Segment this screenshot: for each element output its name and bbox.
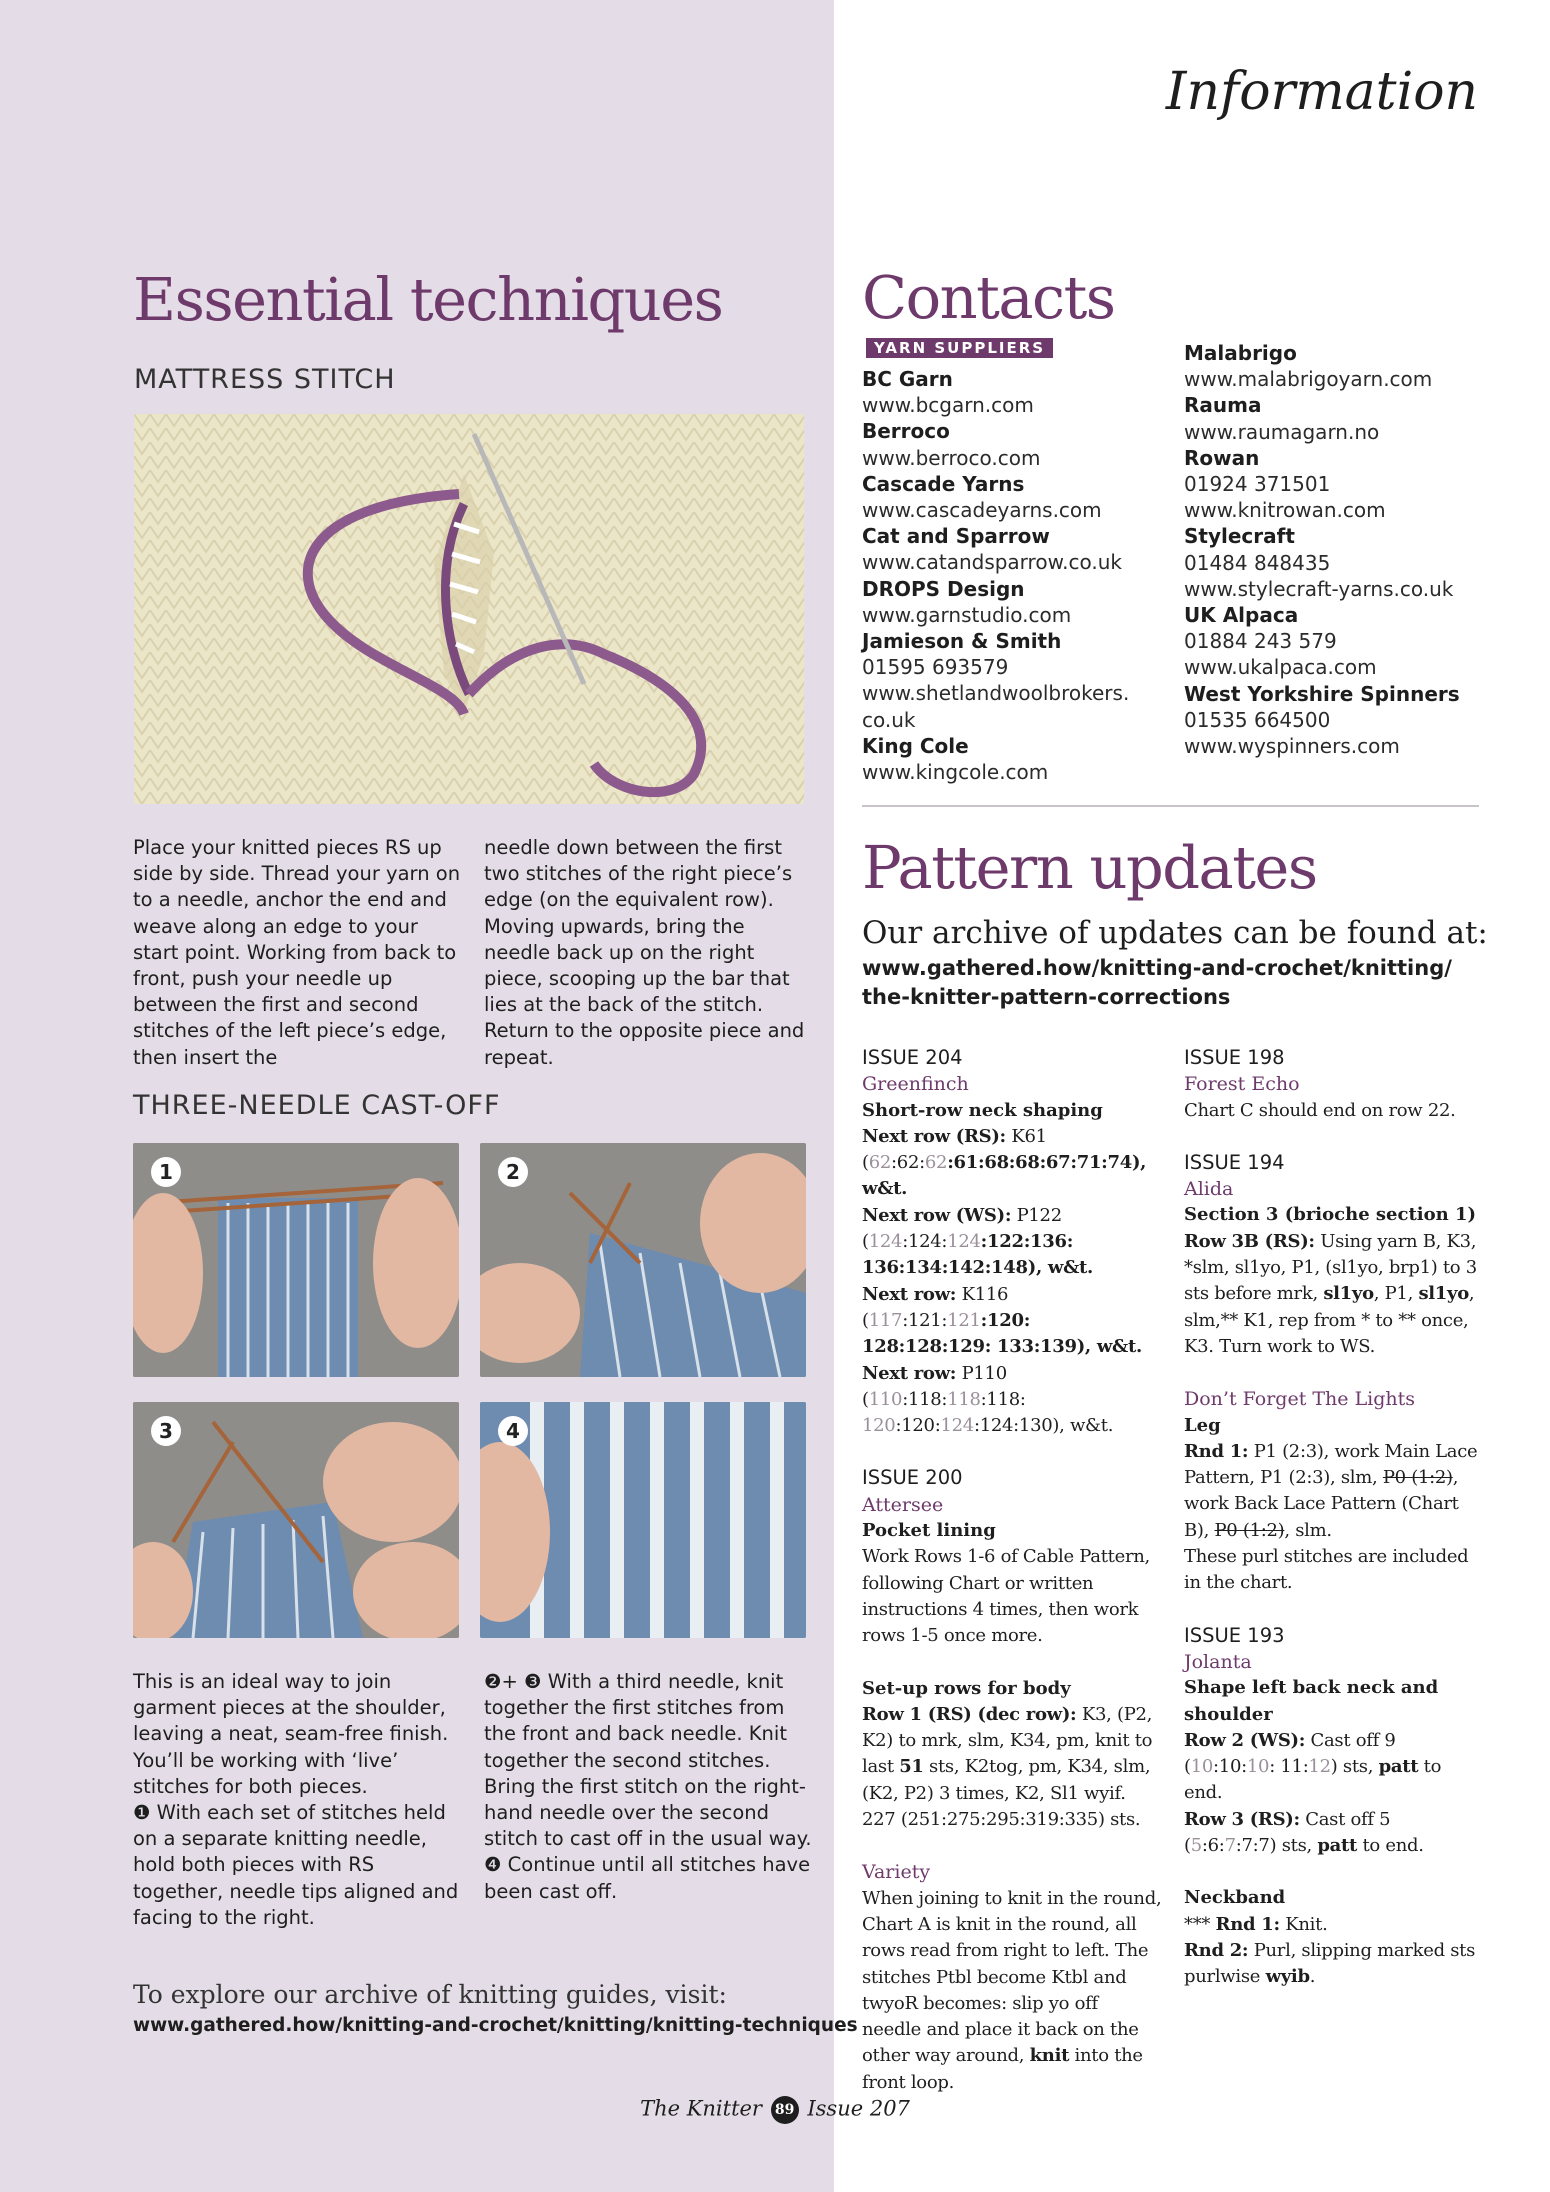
page-number: 89 xyxy=(771,2096,799,2124)
contact-detail[interactable]: www.wyspinners.com xyxy=(1184,734,1400,759)
yarn-suppliers-badge: YARN SUPPLIERS xyxy=(866,338,1053,358)
contact-detail[interactable]: www.garnstudio.com xyxy=(862,602,1072,627)
pattern-updates-title: Pattern updates xyxy=(862,833,1317,902)
contact-name: Stylecraft xyxy=(1184,524,1295,549)
contact-entry xyxy=(1184,523,1514,602)
contact-detail[interactable]: www.bcgarn.com xyxy=(862,393,1034,418)
contact-entry xyxy=(1184,392,1514,444)
contact-name: BC Garn xyxy=(862,367,953,391)
contact-detail: 01884 243 579 xyxy=(1184,629,1337,654)
archive-intro: To explore our archive of knitting guides, visit: xyxy=(133,1980,727,2009)
contact-detail[interactable]: www.kingcole.com xyxy=(862,760,1049,785)
contact-entry xyxy=(1184,445,1514,524)
archive-link[interactable]: www.gathered.how/knitting-and-crochet/knitting/knitting-techniques xyxy=(133,2015,858,2036)
contact-entry xyxy=(1184,602,1514,681)
contacts-title: Contacts xyxy=(862,263,1115,332)
contact-name: Rauma xyxy=(1184,393,1262,418)
contact-entry xyxy=(862,366,1192,418)
issue-198: ISSUE 198 Forest Echo Chart C should end on row 22. xyxy=(1184,1046,1456,1121)
step-3-number: 3 xyxy=(151,1416,181,1446)
three-needle-text-col1: This is an ideal way to join garment pieces at the shoulder, leaving a neat, seam-free finish. You’ll be working with ‘live’ stitches for both pieces. ❶ With each set of stitches held on a separate knitting needle, hold both pieces with RS together, needle tips aligned and facing to the right. xyxy=(133,1670,459,1929)
step-1-number: 1 xyxy=(151,1157,181,1187)
contact-detail[interactable]: www.berroco.com xyxy=(862,445,1041,470)
contact-entry xyxy=(1184,340,1514,392)
footer-issue: Issue 207 xyxy=(807,2096,910,2121)
contact-name: Jamieson & Smith xyxy=(862,629,1062,654)
mattress-text-col2: needle down between the first two stitches of the right piece’s edge (on the equivalent row). Moving upwards, bring the needle back up on the right piece, scooping up the bar that lies at the back of the stitch. Return to the opposite piece and repeat. xyxy=(484,836,805,1069)
contact-detail[interactable]: www.shetlandwoolbrokers. xyxy=(862,681,1130,706)
contact-detail[interactable]: www.catandsparrow.co.uk xyxy=(862,550,1122,575)
contact-name: Malabrigo xyxy=(1184,341,1297,365)
contact-entry xyxy=(862,733,1192,785)
contact-entry xyxy=(862,628,1192,733)
contact-detail: 01484 848435 xyxy=(1184,550,1331,575)
step-4-number: 4 xyxy=(498,1416,528,1446)
step-3-photo xyxy=(133,1402,459,1638)
issue-200: ISSUE 200 Attersee Pocket lining Work Rows 1-6 of Cable Pattern, following Chart or written instructions 4 times, then work rows 1-5 once more. Set-up rows for body Row 1 (RS) (dec row): K3, (P2, K2) to mrk, slm, K34, pm, knit to last 51 sts, K2tog, pm, K34, slm, (K2, P2) 3 times, K2, Sl1 wyif. 227 (251:275:295:319:335) sts. Variety When joining to knit in the round, Chart A is knit in the round, all rows read from right to left. The stitches Ptbl become Ktbl and twyoR becomes: slip yo off needle and place it back on the other way around, knit into the front loop. xyxy=(862,1466,1162,2093)
contact-entry xyxy=(1184,681,1514,760)
three-needle-heading: THREE-NEEDLE CAST-OFF xyxy=(133,1090,501,1121)
mattress-stitch-photo xyxy=(134,414,804,804)
contact-name: West Yorkshire Spinners xyxy=(1184,681,1460,706)
updates-intro: Our archive of updates can be found at: xyxy=(862,915,1488,951)
section-divider xyxy=(862,805,1479,807)
issue-193: ISSUE 193 Jolanta Shape left back neck and shoulder Row 2 (WS): Cast off 9 (10:10:10: 11:12) sts, patt to end. Row 3 (RS): Cast off 5 (5:6:7:7:7) sts, patt to end. Neckband *** Rnd 1: Knit. Rnd 2: Purl, slipping marked sts purlwise wyib. xyxy=(1184,1623,1476,1988)
issue-194: ISSUE 194 Alida Section 3 (brioche section 1) Row 3B (RS): Using yarn B, K3, *slm, sl1yo, P1, (sl1yo, brp1) to 3 sts before mrk, sl1yo, P1, sl1yo, slm,** K1, rep from * to ** once, K3. Turn work to WS. Don’t Forget The Lights Leg Rnd 1: P1 (2:3), work Main Lace Pattern, P1 (2:3), slm, P0 (1:2), work Back Lace Pattern (Chart B), P0 (1:2), slm. These purl stitches are included in the chart. xyxy=(1184,1150,1478,1594)
contact-name: Cat and Sparrow xyxy=(862,524,1050,549)
contact-name: DROPS Design xyxy=(862,576,1025,601)
updates-col2 xyxy=(1184,1045,1484,2017)
contact-entry xyxy=(862,523,1192,575)
mattress-stitch-heading: MATTRESS STITCH xyxy=(134,364,396,395)
contacts-col2 xyxy=(1184,340,1514,759)
mattress-text-col1: Place your knitted pieces RS up side by side. Thread your yarn on to a needle, anchor the end and weave along an edge to your start point. Working from back to front, push your needle up between the first and second stitches of the left piece’s edge, then insert the xyxy=(133,836,461,1069)
section-title: Information xyxy=(1165,62,1478,122)
contact-entry xyxy=(862,418,1192,470)
contact-entry xyxy=(862,471,1192,523)
contacts-col1 xyxy=(862,366,1192,785)
step-1-photo xyxy=(133,1143,459,1377)
footer-magazine: The Knitter xyxy=(640,2096,762,2121)
contact-detail[interactable]: www.ukalpaca.com xyxy=(1184,655,1377,680)
contact-detail: 01924 371501 xyxy=(1184,472,1331,497)
contact-detail[interactable]: www.raumagarn.no xyxy=(1184,419,1380,444)
three-needle-text-col2: ❷+ ❸ With a third needle, knit together the first stitches from the front and back needle. Knit together the second stitches. Bring the first stitch on the right-hand needle over the second stitch to cast off in the usual way. ❹ Continue until all stitches have been cast off. xyxy=(484,1670,812,1903)
essential-techniques-title: Essential techniques xyxy=(133,265,723,334)
issue-204: ISSUE 204 Greenfinch Short-row neck shaping Next row (RS): K61 (62:62:62:61:68:68:67:71:74), w&t. Next row (WS): P122 (124:124:124:122:136: 136:134:142:148), w&t. Next row: K116 (117:121:121:120: 128:128:129: 133:139), w&t. Next row: P110 (110:118:118:118: 120:120:124:124:130), w&t. xyxy=(862,1046,1147,1437)
contact-entry xyxy=(862,576,1192,628)
page-footer xyxy=(0,2096,1550,2124)
updates-link[interactable]: www.gathered.how/knitting-and-crochet/knitting/ the-knitter-pattern-corrections xyxy=(862,956,1452,1009)
contact-detail[interactable]: www.knitrowan.com xyxy=(1184,498,1386,523)
contact-detail: 01535 664500 xyxy=(1184,707,1331,732)
contact-detail: 01595 693579 xyxy=(862,655,1009,680)
contact-name: Cascade Yarns xyxy=(862,471,1025,496)
step-4-photo xyxy=(480,1402,806,1638)
step-2-number: 2 xyxy=(498,1157,528,1187)
contact-detail[interactable]: www.malabrigoyarn.com xyxy=(1184,367,1433,392)
contact-detail: co.uk xyxy=(862,707,916,732)
contact-detail[interactable]: www.stylecraft-yarns.co.uk xyxy=(1184,576,1454,601)
contact-name: UK Alpaca xyxy=(1184,603,1299,628)
step-2-photo xyxy=(480,1143,806,1377)
contact-name: King Cole xyxy=(862,733,969,758)
contact-detail[interactable]: www.cascadeyarns.com xyxy=(862,498,1102,523)
contact-name: Rowan xyxy=(1184,445,1260,470)
contact-name: Berroco xyxy=(862,419,950,444)
updates-col1 xyxy=(862,1045,1162,2122)
